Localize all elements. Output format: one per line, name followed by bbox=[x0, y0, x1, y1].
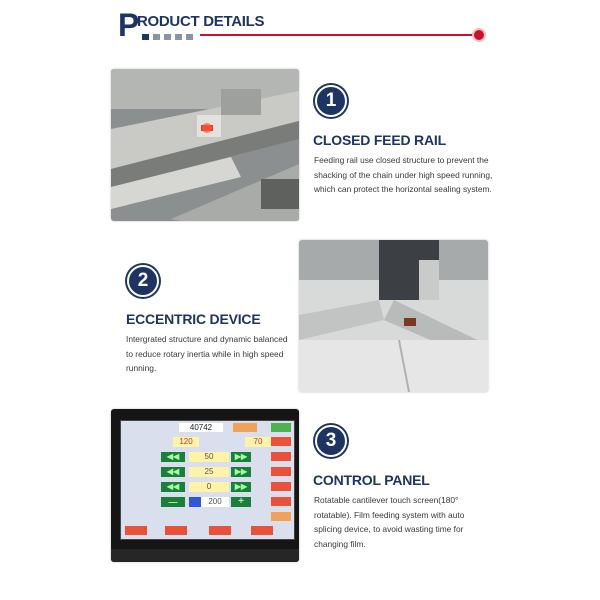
feature-2-number-badge: 2 bbox=[127, 265, 159, 297]
header-decoration-squares bbox=[142, 34, 193, 40]
eccentric-device-photo bbox=[299, 240, 488, 392]
screen-bottom-button-2 bbox=[165, 526, 187, 535]
screen-field-a: 120 bbox=[173, 437, 199, 447]
screen-row2-right-arrow: ▶▶ bbox=[231, 467, 251, 477]
screen-speed-bar bbox=[189, 497, 201, 507]
feature-2-title: ECCENTRIC DEVICE bbox=[126, 311, 261, 327]
screen-field-b: 70 bbox=[245, 437, 271, 447]
screen-side-button-4 bbox=[271, 482, 291, 491]
feature-1-title: CLOSED FEED RAIL bbox=[313, 132, 446, 148]
screen-top-button-a bbox=[233, 423, 257, 432]
screen-row1-value: 50 bbox=[189, 452, 229, 462]
screen-row1-left-arrow: ◀◀ bbox=[161, 452, 185, 462]
screen-bottom-button-1 bbox=[125, 526, 147, 535]
screen-side-button-2 bbox=[271, 452, 291, 461]
feature-3-number-badge: 3 bbox=[315, 425, 347, 457]
screen-row3-right-arrow: ▶▶ bbox=[231, 482, 251, 492]
control-panel-photo bbox=[111, 409, 299, 562]
header-title: RODUCT DETAILS bbox=[137, 13, 265, 30]
screen-side-button-5 bbox=[271, 497, 291, 506]
feature-2-description: Intergrated structure and dynamic balanced to reduce rotary inertia while in high speed running. bbox=[126, 334, 288, 373]
screen-speed-plus: + bbox=[231, 497, 251, 507]
screen-speed-value: 200 bbox=[201, 497, 229, 507]
closed-feed-rail-photo bbox=[111, 69, 299, 221]
header-divider-dot bbox=[474, 30, 484, 40]
screen-row2-left-arrow: ◀◀ bbox=[161, 467, 185, 477]
header-divider-line bbox=[200, 34, 474, 36]
screen-side-button-1 bbox=[271, 437, 291, 446]
feature-1-description: Feeding rail use closed structure to prevent the shacking of the chain under high speed running, which can protect the horizontal sealing system. bbox=[314, 155, 493, 194]
screen-row1-right-arrow: ▶▶ bbox=[231, 452, 251, 462]
screen-row2-value: 25 bbox=[189, 467, 229, 477]
feature-1-number-badge: 1 bbox=[315, 85, 347, 117]
screen-side-button-3 bbox=[271, 467, 291, 476]
screen-bottom-button-3 bbox=[209, 526, 231, 535]
screen-row3-left-arrow: ◀◀ bbox=[161, 482, 185, 492]
screen-top-button-b bbox=[271, 423, 291, 432]
header-title-initial: P bbox=[118, 7, 140, 43]
screen-counter: 40742 bbox=[179, 423, 223, 432]
screen-speed-minus: — bbox=[161, 497, 185, 507]
screen-bottom-button-4 bbox=[251, 526, 273, 535]
touch-screen bbox=[120, 420, 295, 540]
panel-bezel-bottom bbox=[111, 549, 299, 562]
screen-side-button-6 bbox=[271, 512, 291, 521]
screen-row3-value: 0 bbox=[189, 482, 229, 492]
feature-3-title: CONTROL PANEL bbox=[313, 472, 430, 488]
feature-3-description: Rotatable cantilever touch screen(180° rotatable). Film feeding system with auto splicing device, to avoid wasting time for changing film. bbox=[314, 495, 465, 549]
